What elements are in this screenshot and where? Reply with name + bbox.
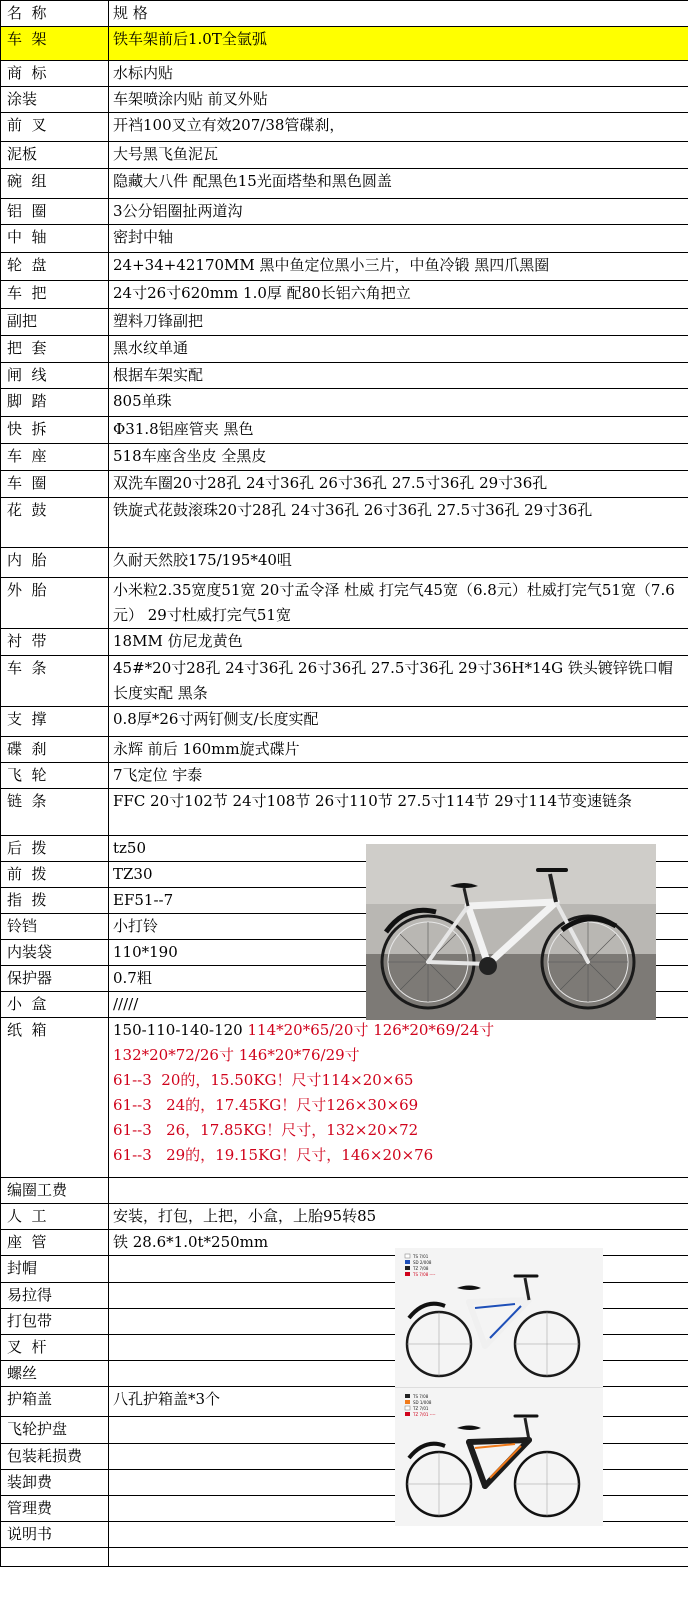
spec-label: 前 叉 — [1, 113, 109, 142]
spec-label: 装卸费 — [1, 1470, 109, 1496]
spec-label: 飞轮护盘 — [1, 1417, 109, 1444]
spec-value — [109, 707, 688, 737]
spec-label: 商 标 — [1, 61, 109, 87]
spec-value-text: 铁 28.6*1.0t*250mm — [113, 1233, 269, 1251]
spec-label: 易拉得 — [1, 1283, 109, 1309]
bike-photo-white-black — [366, 844, 656, 1020]
spec-value-text: 塑料刀锋副把 — [113, 312, 204, 330]
spec-label: 座 管 — [1, 1230, 109, 1256]
legend-text: SD 2/008 — [413, 1260, 432, 1265]
spec-label: 花 鼓 — [1, 498, 109, 548]
spec-value-text: ///// — [113, 995, 139, 1013]
spec-value — [109, 578, 688, 629]
spec-value-text: 开裆100叉立有效207/38管碟刹， — [113, 116, 345, 134]
carton-line: 61--3 29的，19.15KG！尺寸，146×20×76 — [113, 1146, 434, 1164]
spec-row — [1, 281, 688, 309]
legend-text: TS 7/08 — [413, 1394, 429, 1399]
spec-value-text: 518车座含坐皮 全黑皮 — [113, 447, 267, 465]
spec-label: 护箱盖 — [1, 1387, 109, 1417]
spec-label: 涂装 — [1, 87, 109, 113]
spec-row — [1, 471, 688, 498]
spec-row — [1, 444, 688, 471]
spec-value-text: 45#*20寸28孔 24寸36孔 26寸36孔 27.5寸36孔 29寸36H*14G 铁头镀锌铣口帽 长度实配 黑条 — [113, 659, 673, 702]
spec-row — [1, 113, 688, 142]
spec-label: 车 把 — [1, 281, 109, 309]
legend-text: TZ 7/01 — [413, 1406, 429, 1411]
spec-value — [109, 471, 688, 498]
spec-value-text: 3公分铝圈扯两道沟 — [113, 202, 243, 220]
spec-row — [1, 199, 688, 225]
spec-value-text: 小米粒2.35宽度51宽 20寸孟令泽 杜威 打完气45宽（6.8元）杜威打完气51宽（7.6元） 29寸杜威打完气51宽 — [113, 581, 675, 624]
spec-label: 快 拆 — [1, 417, 109, 444]
spec-label: 铃铛 — [1, 914, 109, 940]
spec-row — [1, 789, 688, 836]
carton-line: 132*20*72/26寸 146*20*76/29寸 — [113, 1046, 360, 1064]
spec-value-text: 铁旋式花鼓滚珠20寸28孔 24寸36孔 26寸36孔 27.5寸36孔 29寸36孔 — [113, 501, 593, 519]
spec-value-text: 0.8厚*26寸两钉侧支/长度实配 — [113, 710, 319, 728]
spec-value — [109, 87, 688, 113]
spec-value-text: 密封中轴 — [113, 228, 174, 246]
legend-text: TZ 7/08 — [413, 1266, 429, 1271]
carton-line: 61--3 26，17.85KG！尺寸，132×20×72 — [113, 1121, 419, 1139]
spec-label: 泥板 — [1, 142, 109, 169]
spec-row — [1, 61, 688, 87]
spec-value — [109, 548, 688, 578]
spec-value-text: 根据车架实配 — [113, 366, 204, 384]
spec-label: 后 拨 — [1, 836, 109, 862]
spec-label: 车 圈 — [1, 471, 109, 498]
spec-value — [109, 629, 688, 656]
spec-value — [109, 1548, 688, 1567]
spec-label: 闸 线 — [1, 363, 109, 389]
spec-value — [109, 363, 688, 389]
spec-label: 小 盒 — [1, 992, 109, 1018]
spec-value-text: 小打铃 — [113, 917, 159, 935]
spec-value — [109, 61, 688, 87]
spec-value-text: 安装，打包，上把，小盒，上胎95转85 — [113, 1207, 377, 1225]
carton-size-text: 114*20*65/20寸 126*20*69/24寸 — [242, 1021, 495, 1039]
bike-photo-variants — [395, 1248, 603, 1526]
spec-value — [109, 417, 688, 444]
spec-label: 把 套 — [1, 336, 109, 363]
spec-label: 保护器 — [1, 966, 109, 992]
spec-value-text: FFC 20寸102节 24寸108节 26寸110节 27.5寸114节 29寸114节变速链条 — [113, 792, 633, 810]
legend-text: TS 7/01 — [413, 1254, 429, 1259]
spec-label: 衬 带 — [1, 629, 109, 656]
spec-label: 纸 箱 — [1, 1018, 109, 1178]
spec-value — [109, 1204, 688, 1230]
spec-row — [1, 142, 688, 169]
spec-row — [1, 309, 688, 336]
spec-row — [1, 656, 688, 707]
spec-value-text: 久耐天然胶175/195*40咀 — [113, 551, 292, 569]
spec-label: 管理费 — [1, 1496, 109, 1522]
spec-value-text: 7飞定位 宇泰 — [113, 766, 203, 784]
spec-value-text: 水标内贴 — [113, 64, 174, 82]
spec-row — [1, 27, 688, 61]
spec-value — [109, 199, 688, 225]
spec-value-text: 铁车架前后1.0T全氩弧 — [113, 30, 267, 48]
spec-row — [1, 578, 688, 629]
spec-value — [109, 309, 688, 336]
spec-value — [109, 763, 688, 789]
spec-label: 支 撑 — [1, 707, 109, 737]
spec-row — [1, 1204, 688, 1230]
legend-text: TS 7/08 ---- — [413, 1272, 436, 1277]
spec-row — [1, 1548, 688, 1567]
spec-row — [1, 417, 688, 444]
spec-label — [1, 1548, 109, 1567]
spec-label: 轮 盘 — [1, 253, 109, 281]
spec-row — [1, 707, 688, 737]
spec-value-text: tz50 — [113, 839, 147, 857]
spec-label: 外 胎 — [1, 578, 109, 629]
spec-row — [1, 363, 688, 389]
spec-row — [1, 253, 688, 281]
spec-value — [109, 789, 688, 836]
carton-line: 61--3 20的，15.50KG！尺寸114×20×65 — [113, 1071, 414, 1089]
spec-row — [1, 389, 688, 417]
spec-row — [1, 1178, 688, 1204]
spec-value-text: 车架喷涂内贴 前叉外贴 — [113, 90, 268, 108]
spec-row — [1, 1018, 688, 1178]
spec-label: 螺丝 — [1, 1361, 109, 1387]
spec-label: 前 拨 — [1, 862, 109, 888]
spec-value — [109, 1178, 688, 1204]
spec-value — [109, 444, 688, 471]
spec-value — [109, 27, 688, 61]
spec-row — [1, 498, 688, 548]
spec-label: 车 架 — [1, 27, 109, 61]
spec-label: 副把 — [1, 309, 109, 336]
spec-label: 内 胎 — [1, 548, 109, 578]
spec-value-text: Φ31.8铝座管夹 黑色 — [113, 420, 254, 438]
spec-row — [1, 548, 688, 578]
spec-label: 打包带 — [1, 1309, 109, 1335]
spec-value-text: 110*190 — [113, 943, 178, 961]
spec-value-text: 双洗车圈20寸28孔 24寸36孔 26寸36孔 27.5寸36孔 29寸36孔 — [113, 474, 548, 492]
spec-value-text: 150-110-140-120 — [113, 1021, 243, 1039]
spec-value-text: 规 格 — [113, 4, 148, 22]
spec-value — [109, 498, 688, 548]
spec-value — [109, 225, 688, 253]
spec-value — [109, 253, 688, 281]
spec-value-text: 隐藏大八件 配黑色15光面塔垫和黑色圆盖 — [113, 172, 392, 190]
legend-text: SD 1/008 — [413, 1400, 432, 1405]
spec-label: 碟 刹 — [1, 737, 109, 763]
spec-row — [1, 336, 688, 363]
spec-label: 内装袋 — [1, 940, 109, 966]
spec-value — [109, 1018, 688, 1178]
spec-label: 叉 杆 — [1, 1335, 109, 1361]
carton-line: 61--3 24的，17.45KG！尺寸126×30×69 — [113, 1096, 419, 1114]
spec-value-text: EF51--7 — [113, 891, 174, 909]
spec-value-text: 黑水纹单通 — [113, 339, 189, 357]
spec-label: 封帽 — [1, 1256, 109, 1283]
spec-label: 碗 组 — [1, 169, 109, 199]
spec-value — [109, 169, 688, 199]
spec-value-text: 805单珠 — [113, 392, 172, 410]
spec-label: 名 称 — [1, 1, 109, 27]
spec-row — [1, 629, 688, 656]
legend-text: TZ 7/01 ---- — [413, 1412, 436, 1417]
spec-value-text: 24+34+42170MM 黑中鱼定位黑小三片，中鱼冷锻 黑四爪黑圈 — [113, 256, 550, 274]
spec-label: 飞 轮 — [1, 763, 109, 789]
spec-label: 车 座 — [1, 444, 109, 471]
spec-value-text: TZ30 — [113, 865, 153, 883]
spec-row — [1, 737, 688, 763]
spec-value-text: 八孔护箱盖*3个 — [113, 1390, 221, 1408]
spec-value — [109, 336, 688, 363]
spec-label: 说明书 — [1, 1522, 109, 1548]
spec-value-text: 大号黑飞鱼泥瓦 — [113, 145, 219, 163]
spec-label: 包装耗损费 — [1, 1444, 109, 1470]
spec-value-text: 永辉 前后 160mm旋式碟片 — [113, 740, 300, 758]
spec-value-text: 24寸26寸620mm 1.0厚 配80长铝六角把立 — [113, 284, 411, 302]
spec-row — [1, 87, 688, 113]
spec-label: 编圈工费 — [1, 1178, 109, 1204]
spec-label: 车 条 — [1, 656, 109, 707]
spec-value — [109, 142, 688, 169]
spec-value — [109, 1, 688, 27]
spec-label: 铝 圈 — [1, 199, 109, 225]
spec-value-text: 0.7粗 — [113, 969, 152, 987]
spec-row — [1, 1, 688, 27]
spec-value — [109, 113, 688, 142]
spec-label: 指 拨 — [1, 888, 109, 914]
spec-row — [1, 225, 688, 253]
spec-value — [109, 656, 688, 707]
spec-label: 人 工 — [1, 1204, 109, 1230]
spec-value — [109, 389, 688, 417]
spec-label: 中 轴 — [1, 225, 109, 253]
spec-row — [1, 169, 688, 199]
spec-label: 脚 踏 — [1, 389, 109, 417]
spec-row — [1, 763, 688, 789]
spec-value-text: 18MM 仿尼龙黄色 — [113, 632, 243, 650]
spec-value — [109, 737, 688, 763]
spec-label: 链 条 — [1, 789, 109, 836]
spec-value — [109, 281, 688, 309]
